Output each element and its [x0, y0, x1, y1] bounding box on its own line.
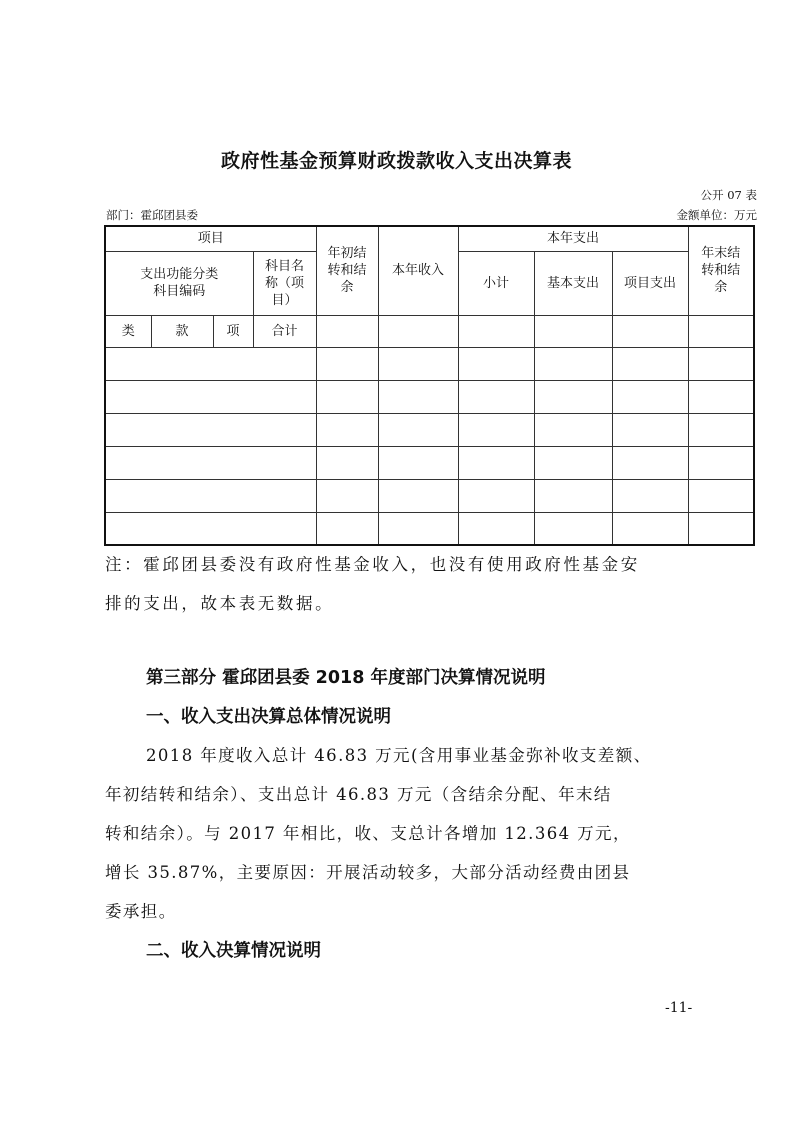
row-value-cell — [378, 479, 458, 512]
total-cell — [316, 315, 378, 347]
fund-budget-table — [104, 225, 753, 543]
row-value-cell — [688, 380, 754, 413]
subsection-2-title: 二、收入决算情况说明 — [146, 941, 321, 961]
row-value-cell — [316, 512, 378, 545]
row-value-cell — [378, 512, 458, 545]
header-project: 项目 — [105, 226, 316, 251]
row-subject-cell — [105, 347, 316, 380]
paragraph-line: 2018 年度收入总计 46.83 万元(含用事业基金弥补收支差额、 — [146, 746, 652, 765]
document-title: 政府性基金预算财政拨款收入支出决算表 — [220, 150, 572, 172]
row-value-cell — [688, 413, 754, 446]
row-value-cell — [458, 512, 534, 545]
paragraph-line: 转和结余）。与 2017 年相比，收、支总计各增加 12.364 万元， — [105, 824, 631, 843]
row-value-cell — [316, 479, 378, 512]
row-value-cell — [316, 446, 378, 479]
row-value-cell — [688, 512, 754, 545]
row-value-cell — [316, 380, 378, 413]
paragraph-line: 增长 35.87%，主要原因：开展活动较多，大部分活动经费由团县 — [105, 863, 631, 882]
row-value-cell — [688, 347, 754, 380]
table-row — [105, 446, 754, 479]
header-func-class: 支出功能分类 科目编码 — [105, 251, 253, 315]
row-value-cell — [378, 380, 458, 413]
header-subject-name: 科目名 称（项 目） — [253, 251, 316, 315]
total-cell — [612, 315, 688, 347]
row-value-cell — [534, 347, 612, 380]
row-value-cell — [458, 347, 534, 380]
header-subtotal: 小计 — [458, 251, 534, 315]
row-value-cell — [458, 413, 534, 446]
subsection-1-title: 一、收入支出决算总体情况说明 — [146, 707, 391, 727]
header-lei: 类 — [105, 315, 151, 347]
row-value-cell — [458, 479, 534, 512]
total-cell — [458, 315, 534, 347]
row-subject-cell — [105, 479, 316, 512]
row-value-cell — [458, 446, 534, 479]
paragraph-line: 委承担。 — [105, 902, 177, 921]
row-value-cell — [612, 380, 688, 413]
table-row — [105, 347, 754, 380]
header-year-income: 本年收入 — [378, 226, 458, 315]
total-cell — [688, 315, 754, 347]
header-project-expense: 项目支出 — [612, 251, 688, 315]
row-value-cell — [688, 446, 754, 479]
header-year-expense: 本年支出 — [458, 226, 688, 251]
table-row — [105, 479, 754, 512]
row-value-cell — [612, 446, 688, 479]
row-value-cell — [378, 347, 458, 380]
table-row — [105, 512, 754, 545]
row-value-cell — [612, 413, 688, 446]
row-value-cell — [534, 479, 612, 512]
total-cell — [534, 315, 612, 347]
row-value-cell — [688, 479, 754, 512]
note-line-2: 排的支出，故本表无数据。 — [105, 594, 335, 613]
unit-label: 金额单位：万元 — [676, 208, 757, 222]
header-begin-balance: 年初结 转和结 余 — [316, 226, 378, 315]
row-value-cell — [534, 413, 612, 446]
paragraph-line: 年初结转和结余）、支出总计 46.83 万元（含结余分配、年末结 — [105, 785, 612, 804]
header-end-balance: 年末结 转和结 余 — [688, 226, 754, 315]
row-subject-cell — [105, 413, 316, 446]
row-value-cell — [458, 380, 534, 413]
row-subject-cell — [105, 446, 316, 479]
row-value-cell — [534, 446, 612, 479]
total-cell — [378, 315, 458, 347]
row-subject-cell — [105, 380, 316, 413]
header-total: 合计 — [253, 315, 316, 347]
row-value-cell — [612, 479, 688, 512]
note-line-1: 注：霍邱团县委没有政府性基金收入，也没有使用政府性基金安 — [105, 555, 640, 574]
row-value-cell — [316, 413, 378, 446]
section-title: 第三部分 霍邱团县委 2018 年度部门决算情况说明 — [146, 668, 546, 688]
header-basic-expense: 基本支出 — [534, 251, 612, 315]
row-value-cell — [534, 512, 612, 545]
row-value-cell — [316, 347, 378, 380]
row-subject-cell — [105, 512, 316, 545]
row-value-cell — [612, 512, 688, 545]
row-value-cell — [612, 347, 688, 380]
header-xiang: 项 — [213, 315, 253, 347]
row-value-cell — [378, 446, 458, 479]
table-code: 公开 07 表 — [700, 188, 757, 202]
header-kuan: 款 — [151, 315, 213, 347]
department-label: 部门：霍邱团县委 — [106, 208, 198, 222]
table-row — [105, 413, 754, 446]
row-value-cell — [378, 413, 458, 446]
row-value-cell — [534, 380, 612, 413]
table-row — [105, 380, 754, 413]
page-number: -11- — [665, 1000, 693, 1016]
